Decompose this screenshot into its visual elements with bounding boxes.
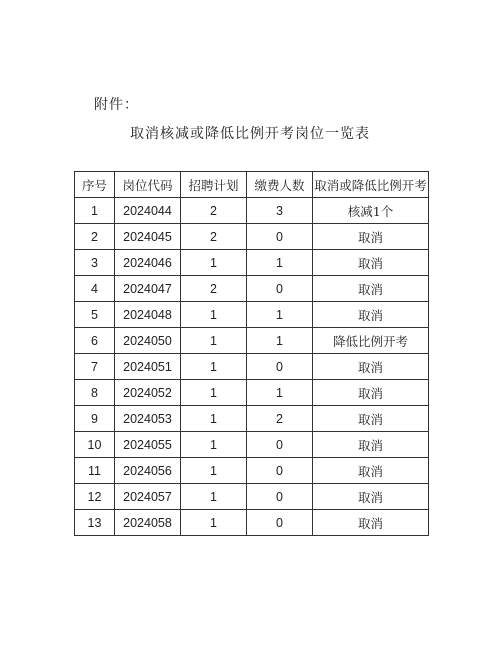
- cell-paid-count: 1: [247, 302, 313, 328]
- cell-recruitment-plan: 1: [181, 250, 247, 276]
- cell-recruitment-plan: 1: [181, 406, 247, 432]
- table-row: [75, 432, 429, 458]
- cell-index: 11: [75, 458, 115, 484]
- table-row: [75, 484, 429, 510]
- cell-position-code: 2024057: [115, 484, 181, 510]
- cell-result: 取消: [313, 250, 429, 276]
- cell-recruitment-plan: 1: [181, 354, 247, 380]
- cell-position-code: 2024047: [115, 276, 181, 302]
- cell-result: 取消: [313, 510, 429, 536]
- table-row: [75, 354, 429, 380]
- table-row: [75, 510, 429, 536]
- cell-result: 取消: [313, 432, 429, 458]
- table-row: [75, 406, 429, 432]
- cell-index: 3: [75, 250, 115, 276]
- table-row: [75, 276, 429, 302]
- table-row: [75, 302, 429, 328]
- cell-recruitment-plan: 2: [181, 224, 247, 250]
- table-row: [75, 250, 429, 276]
- cell-position-code: 2024048: [115, 302, 181, 328]
- cell-paid-count: 0: [247, 276, 313, 302]
- cell-index: 10: [75, 432, 115, 458]
- cell-result: 取消: [313, 276, 429, 302]
- cell-result: 取消: [313, 458, 429, 484]
- cell-result: 取消: [313, 406, 429, 432]
- table-row: [75, 224, 429, 250]
- table-row: [75, 328, 429, 354]
- cell-recruitment-plan: 1: [181, 328, 247, 354]
- cell-position-code: 2024046: [115, 250, 181, 276]
- cell-recruitment-plan: 1: [181, 302, 247, 328]
- cell-index: 6: [75, 328, 115, 354]
- cell-paid-count: 2: [247, 406, 313, 432]
- cell-paid-count: 0: [247, 484, 313, 510]
- table-row: [75, 380, 429, 406]
- document-title: 取消核减或降低比例开考岗位一览表: [130, 126, 370, 142]
- cell-result: 取消: [313, 302, 429, 328]
- table-header-row: [75, 172, 429, 198]
- cell-position-code: 2024044: [115, 198, 181, 224]
- cell-recruitment-plan: 1: [181, 458, 247, 484]
- attachment-label: 附件：: [94, 97, 139, 113]
- table-body: [75, 198, 429, 536]
- cell-result: 取消: [313, 224, 429, 250]
- cell-index: 13: [75, 510, 115, 536]
- cell-position-code: 2024050: [115, 328, 181, 354]
- cell-paid-count: 0: [247, 458, 313, 484]
- cell-index: 4: [75, 276, 115, 302]
- cell-recruitment-plan: 1: [181, 380, 247, 406]
- cell-recruitment-plan: 2: [181, 276, 247, 302]
- header-paid-count: 缴费人数: [247, 172, 313, 198]
- cell-recruitment-plan: 2: [181, 198, 247, 224]
- cell-recruitment-plan: 1: [181, 510, 247, 536]
- cell-index: 1: [75, 198, 115, 224]
- cell-position-code: 2024058: [115, 510, 181, 536]
- cell-result: 取消: [313, 484, 429, 510]
- header-recruitment-plan: 招聘计划: [181, 172, 247, 198]
- cell-index: 7: [75, 354, 115, 380]
- cell-index: 12: [75, 484, 115, 510]
- cell-paid-count: 1: [247, 380, 313, 406]
- cell-result: 核减1个: [313, 198, 429, 224]
- cell-paid-count: 3: [247, 198, 313, 224]
- cell-index: 2: [75, 224, 115, 250]
- cell-result: 降低比例开考: [313, 328, 429, 354]
- cell-paid-count: 0: [247, 354, 313, 380]
- cell-index: 9: [75, 406, 115, 432]
- table-row: [75, 198, 429, 224]
- cell-position-code: 2024045: [115, 224, 181, 250]
- cell-paid-count: 0: [247, 432, 313, 458]
- cell-result: 取消: [313, 380, 429, 406]
- cell-result: 取消: [313, 354, 429, 380]
- cell-position-code: 2024052: [115, 380, 181, 406]
- header-result: 取消或降低比例开考: [313, 172, 429, 198]
- cell-recruitment-plan: 1: [181, 432, 247, 458]
- cell-position-code: 2024053: [115, 406, 181, 432]
- positions-table: [74, 171, 429, 536]
- cell-position-code: 2024055: [115, 432, 181, 458]
- cell-index: 8: [75, 380, 115, 406]
- table-row: [75, 458, 429, 484]
- cell-recruitment-plan: 1: [181, 484, 247, 510]
- cell-position-code: 2024051: [115, 354, 181, 380]
- cell-paid-count: 0: [247, 224, 313, 250]
- cell-position-code: 2024056: [115, 458, 181, 484]
- header-index: 序号: [75, 172, 115, 198]
- cell-paid-count: 0: [247, 510, 313, 536]
- cell-paid-count: 1: [247, 250, 313, 276]
- cell-index: 5: [75, 302, 115, 328]
- header-position-code: 岗位代码: [115, 172, 181, 198]
- cell-paid-count: 1: [247, 328, 313, 354]
